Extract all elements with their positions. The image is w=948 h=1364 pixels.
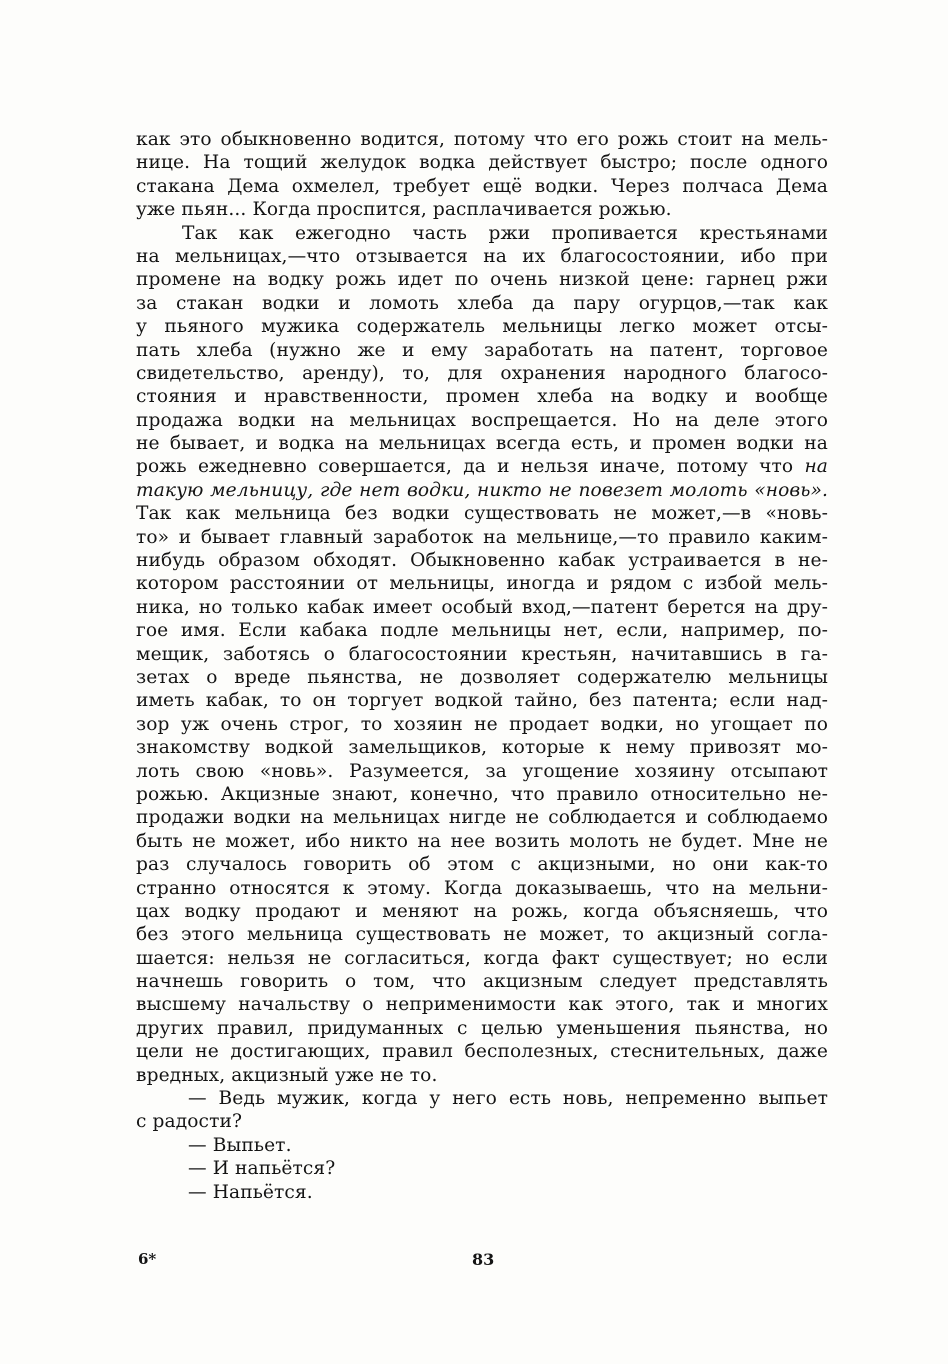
text-line: цели не достигающих, правил бесполезных, стеснительных, даже — [136, 1041, 828, 1063]
text-line: у пьяного мужика содержатель мельницы легко может отсы- — [136, 316, 828, 338]
text-line: цах водку продают и меняют на рожь, когда объясняешь, что — [136, 900, 828, 922]
text-line: ника, но только кабак имеет особый вход,—патент берется на дру- — [136, 596, 828, 618]
text-line: других правил, придуманных с целью уменьшения пьянства, но — [136, 1017, 828, 1039]
text-line: за стакан водки и ломоть хлеба да пару огурцов,—так как — [136, 292, 828, 314]
text-line: стояния и нравственности, промен хлеба на водку и вообще — [136, 386, 828, 408]
text-line: нибудь образом обходят. Обыкновенно кабак устраивается в не- — [136, 550, 828, 572]
dialogue-line: — Выпьет. — [188, 1134, 292, 1156]
text-line: Так как мельница без водки существовать не может,—в «новь- — [136, 503, 828, 525]
dialogue-line: — Ведь мужик, когда у него есть новь, непременно выпьет — [188, 1088, 828, 1110]
text-line: стакана Дема охмелел, требует ещё водки. Через полчаса Дема — [136, 175, 828, 197]
text-line: Так как ежегодно часть ржи пропивается крестьянами — [182, 222, 828, 244]
text-line: как это обыкновенно водится, потому что его рожь стоит на мель- — [136, 129, 828, 150]
text-line: странно относятся к этому. Когда доказываешь, что на мельни- — [136, 877, 828, 899]
text-line: без этого мельница существовать не может, то акцизный согла- — [136, 924, 828, 946]
text-line: быть не может, ибо никто на нее возить молоть не будет. Мне не — [136, 830, 828, 852]
signature-mark: 6* — [138, 1250, 157, 1268]
text-line: знакомству водкой замельщиков, которые к нему привозят мо- — [136, 737, 828, 759]
dialogue-line: с радости? — [136, 1111, 243, 1133]
text-line: продажа водки на мельницах воспрещается. Но на деле этого — [136, 409, 828, 431]
text-line: такую мельницу, где нет водки, никто не повезет молоть «новь». — [136, 479, 828, 501]
text-line: пать хлеба (нужно же и ему заработать на патент, торговое — [136, 339, 828, 361]
page-number: 83 — [472, 1250, 495, 1269]
text-line: иметь кабак, то он торгует водкой тайно, без патента; если над- — [136, 690, 828, 712]
dialogue-line: — Напьётся. — [188, 1181, 313, 1203]
text-line: лоть свою «новь». Разумеется, за угощение хозяину отсыпают — [136, 760, 828, 782]
text-line: высшему начальству о неприменимости как этого, так и многих — [136, 994, 828, 1016]
text-line: зетах о вреде пьянства, не дозволяет содержателю мельницы — [136, 666, 828, 688]
text-line: нице. На тощий желудок водка действует быстро; после одного — [136, 152, 828, 174]
text-line: шается: нельзя не согласиться, когда факт существует; но если — [136, 947, 828, 969]
text-line: вредных, акцизный уже не то. — [136, 1064, 438, 1086]
text-line: гое имя. Если кабака подле мельницы нет, если, например, по- — [136, 620, 828, 642]
text-run: рожь ежедневно совершается, да и нельзя иначе, потому что — [136, 456, 805, 478]
text-line: уже пьян... Когда проспится, расплачивается рожью. — [136, 199, 672, 221]
text-line — [136, 455, 828, 478]
text-line: промене на водку рожь идет по очень низкой цене: гарнец ржи — [136, 269, 828, 291]
text-line: начнешь говорить о том, что акцизным следует представлять — [136, 971, 828, 993]
text-body — [136, 128, 828, 1204]
text-line: мещик, заботясь о благосостоянии крестьян, начитавшись в га- — [136, 643, 828, 665]
text-line: зор уж очень строг, то хозяин не продает водки, но угощает по — [136, 713, 828, 735]
text-line: котором расстоянии от мельницы, иногда и рядом с избой мель- — [136, 573, 828, 595]
text-line: то» и бывает главный заработок на мельнице,—то правило каким- — [136, 526, 828, 548]
dialogue-line: — И напьётся? — [188, 1158, 336, 1180]
text-line: раз случалось говорить об этом с акцизными, но они как-то — [136, 854, 828, 876]
text-line: продажи водки на мельницах нигде не соблюдается и соблюдаемо — [136, 807, 828, 829]
text-line: не бывает, и водка на мельницах всегда есть, и промен водки на — [136, 433, 828, 455]
italic-run: на — [804, 456, 828, 478]
text-line: рожью. Акцизные знают, конечно, что правило относительно не- — [136, 783, 828, 805]
text-line: свидетельство, аренду), то, для охранения народного благосо- — [136, 362, 828, 384]
text-line: на мельницах,—что отзывается на их благосостоянии, ибо при — [136, 245, 828, 267]
